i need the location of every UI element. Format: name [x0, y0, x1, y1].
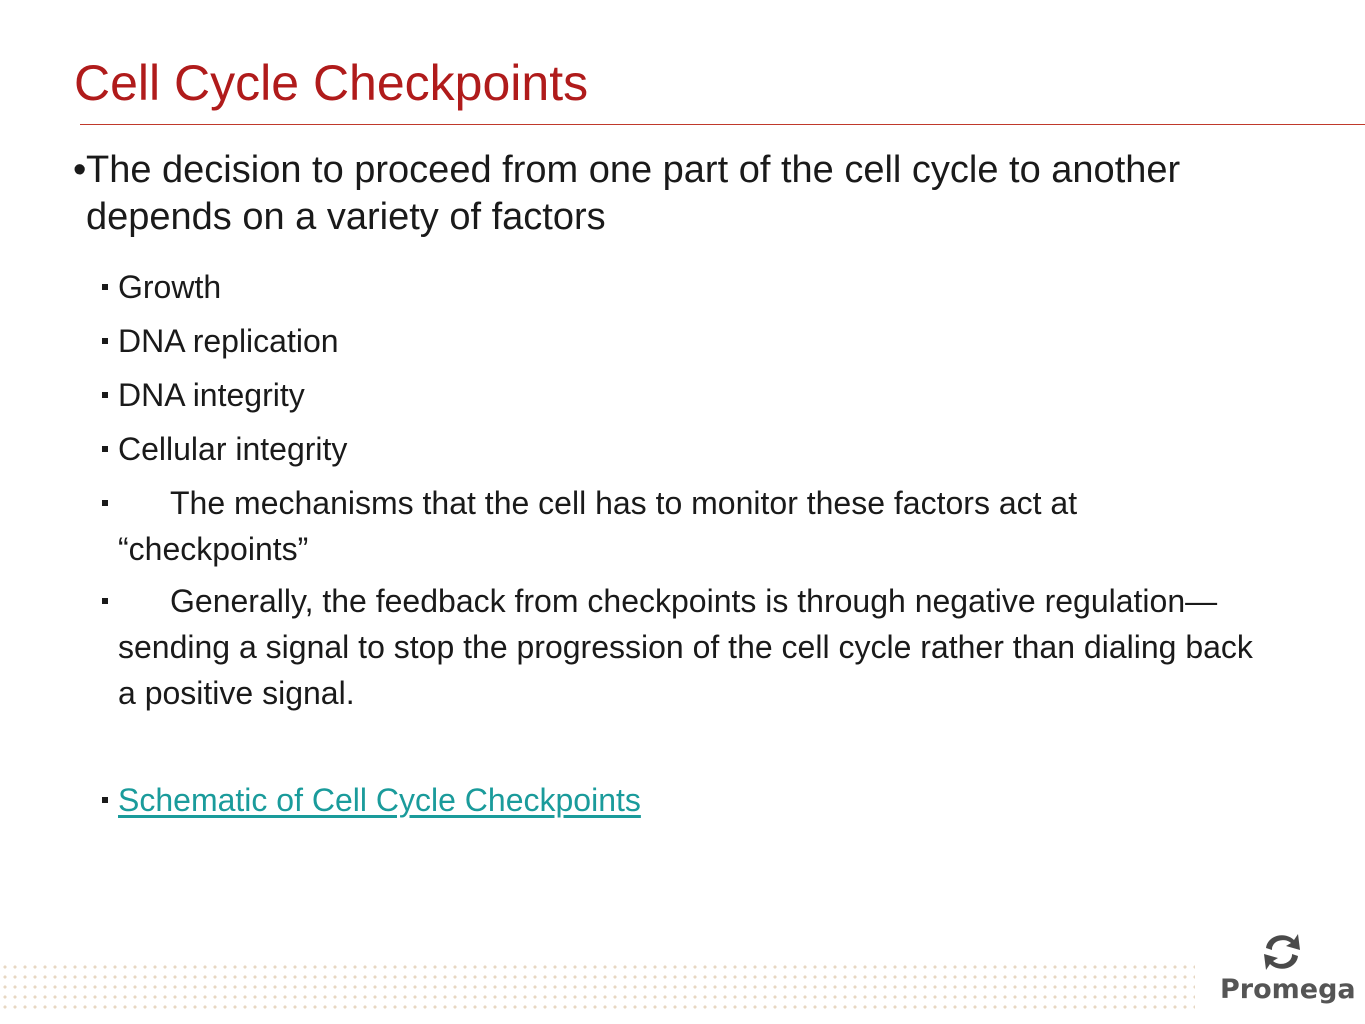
square-bullet-icon: [102, 500, 108, 506]
sub-bullet-link: [118, 777, 1278, 823]
title-divider: [80, 124, 1365, 125]
sub-bullet-growth: [118, 264, 1278, 310]
promega-swirl-icon: [1220, 930, 1345, 976]
bullet-dot: •: [73, 149, 87, 191]
sub-bullet-mechanisms: [118, 480, 1248, 572]
decorative-dot-pattern: [0, 962, 1195, 1010]
sub-bullet-text: DNA replication: [118, 323, 339, 359]
sub-bullet-text: Growth: [118, 269, 222, 305]
sub-bullet-text: Generally, the feedback from checkpoints is through negative regulation—sending a signal to stop the progression of the cell cycle rather than dialing back a positive signal.: [118, 583, 1253, 711]
square-bullet-icon: [102, 446, 108, 452]
schematic-link[interactable]: Schematic of Cell Cycle Checkpoints: [118, 782, 641, 818]
square-bullet-icon: [102, 338, 108, 344]
sub-bullet-cellular-integrity: [118, 426, 1278, 472]
square-bullet-icon: [102, 284, 108, 290]
promega-logo: [1220, 930, 1356, 1010]
sub-bullet-feedback: [118, 578, 1258, 716]
main-bullet-text: The decision to proceed from one part of the cell cycle to another depends on a variety of factors: [86, 149, 1181, 238]
sub-bullet-text: DNA integrity: [118, 377, 305, 413]
square-bullet-icon: [102, 392, 108, 398]
square-bullet-icon: [102, 797, 108, 803]
sub-bullet-dna-integrity: [118, 372, 1278, 418]
sub-bullet-text: Cellular integrity: [118, 431, 348, 467]
square-bullet-icon: [102, 598, 108, 604]
sub-bullet-dna-replication: [118, 318, 1278, 364]
sub-bullet-text: The mechanisms that the cell has to monitor these factors act at “checkpoints”: [118, 485, 1078, 567]
slide-title: Cell Cycle Checkpoints: [74, 55, 589, 111]
logo-wordmark: Promega: [1220, 974, 1356, 1005]
main-bullet: [73, 147, 1266, 241]
